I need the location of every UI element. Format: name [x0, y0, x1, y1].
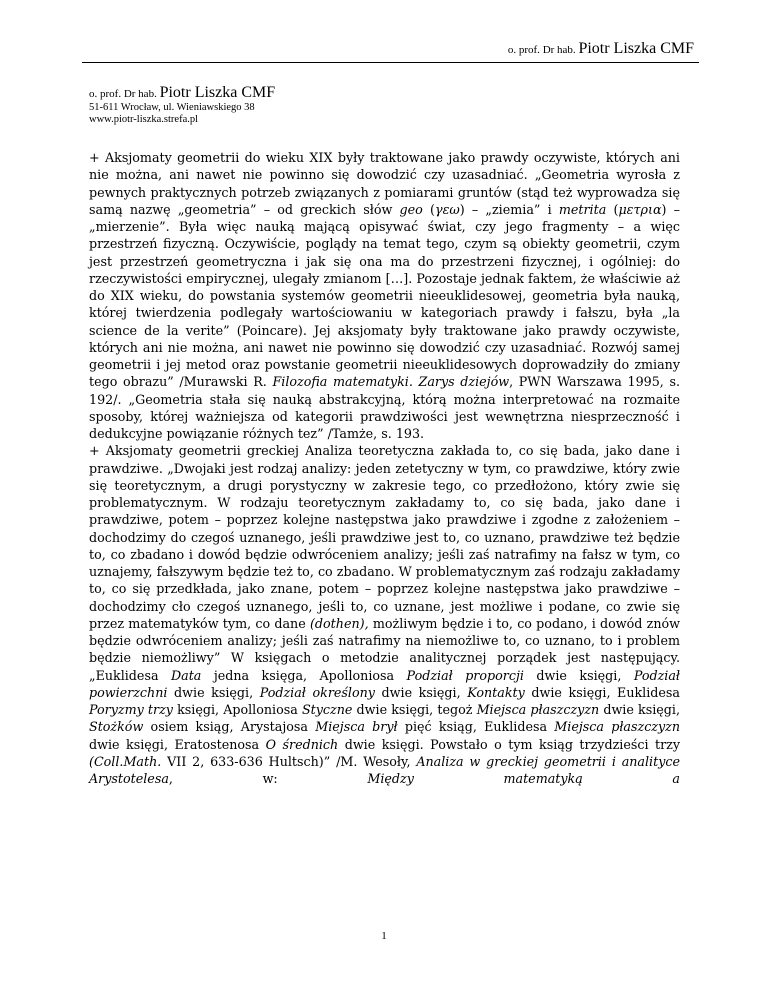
p2-book-title-analiza: Analiza w greckiej geometrii i analityce Arystotelesa — [89, 753, 680, 786]
p1-text-4: ( — [606, 201, 619, 217]
header-rule — [82, 62, 699, 63]
author-name: Piotr Liszka CMF — [159, 84, 276, 101]
p2-text-16: , w: — [168, 771, 368, 786]
author-degree: Dr hab. — [123, 88, 160, 100]
p2-text-3: jedna księga, Apolloniosa — [201, 667, 407, 683]
p2-text-2: możliwym będzie i to, co podano, i dowód znów będzie odwróceniem analizy; jeśli zaś natrafimy na niemożliwe to, co uznano, to i problem będzie niemożliwy” W księgach o metodzie analitycznej porządek jest następujący. „Euklidesa — [89, 615, 680, 683]
p1-book-title: Filozofia matematyki. Zarys dziejów — [272, 374, 510, 390]
author-block — [89, 84, 275, 127]
p2-ref-collmath: (Coll.Math. — [89, 753, 162, 769]
p2-text-13: dwie księgi, Eratostenosa — [89, 736, 266, 752]
p2-text-11: osiem ksiąg, Arystajosa — [143, 719, 316, 735]
header-prefix: o. prof. — [507, 44, 543, 56]
p2-term-dothen: (dothen), — [309, 615, 369, 631]
p2-title-miejsca-bryl: Miejsca brył — [315, 719, 398, 735]
p2-title-podzial-okreslony: Podział określony — [259, 684, 375, 700]
author-prefix: o. prof. — [89, 88, 124, 100]
p2-title-poryzmy: Poryzmy trzy — [89, 702, 173, 717]
p2-title-kontakty: Kontakty — [467, 684, 525, 700]
p2-title-miejsca-plaszczyzn-2: Miejsca płaszczyzn — [554, 719, 681, 735]
p2-book-title-miedzy: Między matematyką a — [367, 771, 680, 786]
p2-text-15: VII 2, 633-636 Hultsch)” /M. Wesoły, — [161, 753, 417, 769]
p1-greek-2: μετρια — [618, 201, 662, 217]
p2-text-5: dwie księgi, — [167, 684, 260, 700]
p2-text-8: księgi, Apolloniosa — [172, 702, 302, 717]
p1-term-metrita: metrita — [558, 201, 607, 217]
p2-title-miejsca-plaszczyzn-1: Miejsca płaszczyzn — [476, 702, 600, 717]
paragraph-2 — [89, 442, 680, 804]
p1-greek-1: γεω — [434, 201, 460, 217]
author-line — [89, 84, 275, 102]
header-name: Piotr Liszka CMF — [578, 40, 694, 57]
p1-text-3: ) – „ziemia” i — [459, 201, 559, 217]
page-number: 1 — [381, 930, 387, 942]
p1-text-2: ( — [422, 201, 435, 217]
p1-text-5: ) – „mierzenie”. Była więc nauką mającą opisywać świat, czy jego fragmenty – a więc przestrzeń fizyczną. Oczywiście, poglądy na temat tego, czym są obiekty geometrii, czym jest przestrzeń geometryczna i jak się ona ma do przestrzeni fizycznej, i ogólniej: do rzeczywistości empirycznej, ulegały zmianom […]. Pozostaje jednak faktem, że właściwie aż do XIX wieku, do powstania systemów geometrii nieeuklidesowej, geometria była nauką, której twierdzenia podlegały wartościowaniu w kategoriach prawdy i fałszu, była „la science de la verite” (Poincare). Jej aksjomaty były traktowane jako prawdy oczywiste, których ani nie można, ani nawet nie powinno się dowodzić czy uzasadniać. Rozwój samej geometrii i jej metod oraz powstanie geometrii nieeuklidesowych doprowadziły do zmiany tego obrazu” /Murawski R. — [89, 201, 681, 390]
p2-text-12: pięć ksiąg, Euklidesa — [397, 719, 555, 735]
p2-title-o-srednich: O średnich — [265, 736, 339, 752]
p2-text-4: dwie księgi, — [523, 667, 634, 683]
p2-text-14: dwie księgi. Powstało o tym ksiąg trzydzieści trzy — [338, 736, 680, 752]
p2-text-9: dwie księgi, tegoż — [352, 702, 477, 717]
p1-text-1: + Aksjomaty geometrii do wieku XIX były traktowane jako prawdy oczywiste, których ani nie można, ani nawet nie powinno się dowodzić czy uzasadniać. „Geometria wyrosła z pewnych praktycznych potrzeb związanych z pomiarami gruntów (stąd też wyprowadza się samą nazwę „geometria” – od greckich słów — [89, 150, 680, 217]
paragraph-1 — [89, 149, 680, 442]
p1-text-6: , PWN Warszawa 1995, s. 192/. „Geometria stała się nauką abstrakcyjną, którą można interpretować na rozmaite sposoby, której ważniejsza od kategorii prawdziwości jest wewnętrzna niesprzeczność i dedukcyjne powiązanie różnych tez” /Tamże, s. 193. — [89, 374, 681, 441]
p2-text-1: + Aksjomaty geometrii greckiej Analiza teoretyczna zakłada to, co się bada, jako dane i prawdziwe. „Dwojaki jest rodzaj analizy: jeden zetetyczny w tym, co prawdziwe, który zwie się teoretycznym, a drugi porystyczny w zakresie tego, co przedłożono, który zwie się problematycznym. W rodzaju teoretycznym zakładamy to, co się bada, jako dane i prawdziwe, potem – poprzez kolejne następstwa jako prawdziwe i zgodne z założeniem – dochodzimy do czegoś uznanego, jeśli prawdziwe jest to, co uznano, prawdziwe też będzie to, co zbadano i dowód będzie odwróceniem analizy; jeśli zaś natrafimy na fałsz w tym, co uznajemy, fałszywym będzie też to, co zbadano. W problematycznym zaś rodzaju zakładamy to, co się przedkłada, jako znane, potem – poprzez kolejne następstwa jako prawdziwe – dochodzimy cło czegoś uznanego, jeśli to, co uznane, jest możliwe i podane, co zwie się przez matematyków tym, co dane — [89, 443, 680, 631]
p2-title-data: Data — [170, 667, 202, 683]
p2-title-stozkow: Stożków — [89, 719, 144, 735]
body-text — [89, 149, 680, 805]
p2-text-7: dwie księgi, Euklidesa — [524, 684, 680, 700]
p2-title-styczne: Styczne — [301, 702, 353, 717]
p2-text-6: dwie księgi, — [374, 684, 468, 700]
p2-text-10: dwie księgi, — [599, 702, 680, 717]
running-header — [508, 40, 694, 58]
p2-title-podzial-powierzchni: Podział powierzchni — [89, 667, 681, 700]
author-address: 51-611 Wrocław, ul. Wieniawskiego 38 — [89, 102, 255, 114]
p2-title-podzial-proporcji: Podział proporcji — [406, 667, 524, 683]
header-degree: Dr hab. — [542, 44, 579, 56]
author-website: www.piotr-liszka.strefa.pl — [89, 114, 199, 126]
p1-term-geo: geo — [399, 201, 423, 217]
